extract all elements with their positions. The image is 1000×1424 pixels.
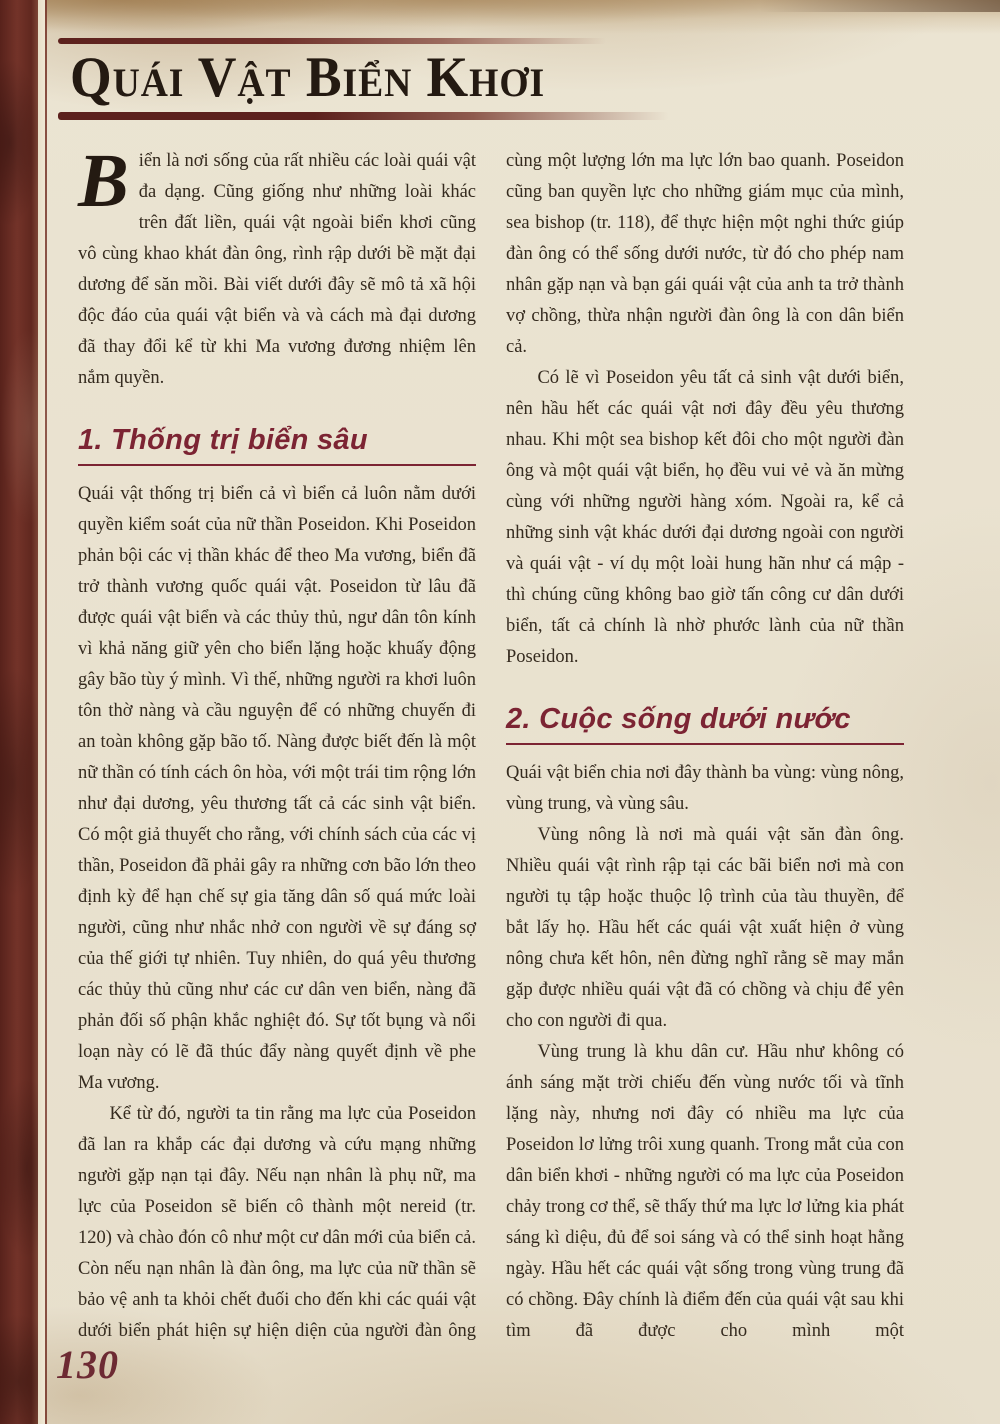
page-number: 130 <box>56 1342 119 1387</box>
title-rule-top <box>58 38 606 44</box>
left-spine-border <box>0 0 38 1424</box>
section-1-paragraph-1: Quái vật thống trị biển cả vì biển cả luôn nằm dưới quyền kiểm soát của nữ thần Poseidon. Khi Poseidon phản bội các vị thần khác để theo Ma vương, biển đã trở thành vương quốc quái vật. Poseidon từ lâu đã được quái vật biển và các thủy thủ, ngư dân tôn kính vì khả năng giữ yên cho biển lặng hoặc khuấy động gây bão tùy ý mình. Vì thế, những người ra khơi luôn tôn thờ nàng và cầu nguyện để có những chuyến đi an toàn không gặp bão tố. Nàng được biết đến là một nữ thần có tính cách ôn hòa, với một trái tim rộng lớn như đại dương, yêu thương tất cả các sinh vật biển. Có một giả thuyết cho rằng, với chính sách của các vị thần, Poseidon đã phải gây ra những cơn bão lớn theo định kỳ để hạn chế sự gia tăng dân số quá mức loài người, cũng như nhắc nhở con người về sự đáng sợ của thế giới tự nhiên. Tuy nhiên, do quá yêu thương các thủy thủ cũng như các cư dân ven biển, nàng đã phản đối số phận khắc nghiệt đó. Sự tốt bụng và nổi loạn này có lẽ đã thúc đẩy nàng quyết định về phe Ma vương. <box>78 483 476 1093</box>
intro-text: iển là nơi sống của rất nhiều các loài quái vật đa dạng. Cũng giống như những loài khác trên đất liền, quái vật ngoài biển khơi cũng vô cùng khao khát đàn ông, rình rập dưới bề mặt đại dương để săn mồi. Bài viết dưới đây sẽ mô tả xã hội độc đáo của quái vật biển và và cách mà đại dương đã thay đổi kể từ khi Ma vương đương nhiệm lên nắm quyền. <box>78 150 476 388</box>
spine-rule-line <box>45 0 47 1424</box>
section-2-paragraph-1: Quái vật biển chia nơi đây thành ba vùng: vùng nông, vùng trung, và vùng sâu. <box>506 762 904 814</box>
right-column <box>506 146 904 1347</box>
two-column-body <box>58 138 966 1347</box>
left-column <box>78 138 476 1347</box>
section-1-paragraph-2-right-part: cùng một lượng lớn ma lực lớn bao quanh. Poseidon cũng ban quyền lực cho những giám mục của mình, sea bishop (tr. 118), để thực hiện một nghi thức giúp đàn ông có thể sống dưới nước, từ đó cho phép nam nhân gặp nạn và bạn gái quái vật của anh ta trở thành vợ chồng, thừa nhận người đàn ông là con dân biển cả. <box>506 150 904 357</box>
title-rule-bottom <box>58 112 668 120</box>
section-1-paragraph-2-left-part: Kể từ đó, người ta tin rằng ma lực của Poseidon đã lan ra khắp các đại dương và cứu mạng những người gặp nạn tại đây. Nếu nạn nhân là phụ nữ, ma lực của Poseidon sẽ biến cô thành một nereid (tr. 120) và chào đón cô như một cư dân mới của biển cả. Còn nếu nạn nhân là đàn ông, ma lực của nữ thần sẽ bảo vệ anh ta khỏi chết đuối cho đến khi các quái vật dưới biển phát hiện sự hiện diện của người đàn ông <box>78 1103 476 1341</box>
page-content <box>58 38 966 1347</box>
section-1-paragraph-3: Có lẽ vì Poseidon yêu tất cả sinh vật dưới biển, nên hầu hết các quái vật nơi đây đều yêu thương nhau. Khi một sea bishop kết đôi cho một người đàn ông và một quái vật biển, họ đều vui vẻ và ăn mừng cùng với những người hàng xóm. Ngoài ra, kể cả những sinh vật khác dưới đại dương ngoài con người và quái vật - ví dụ một loài hung hãn như cá mập - thì chúng cũng không bao giờ tấn công cư dân dưới biển, tất cả chính là nhờ phước lành của nữ thần Poseidon. <box>506 367 904 667</box>
drop-cap: B <box>78 138 129 223</box>
spine-gap <box>38 0 45 1424</box>
intro-paragraph <box>78 138 476 394</box>
page-title: Quái Vật Biển Khơi <box>70 46 546 109</box>
section-2-heading: 2. Cuộc sống dưới nước <box>506 703 904 745</box>
aged-paper-top-stain <box>0 0 1000 34</box>
section-2-paragraph-2: Vùng nông là nơi mà quái vật săn đàn ông. Nhiều quái vật rình rập tại các bãi biển nơi mà con người tụ tập hoặc thuộc lộ trình của tàu thuyền, để bắt lấy họ. Hầu hết các quái vật xuất hiện ở vùng nông chưa kết hôn, nên đừng nghĩ rằng sẽ may mắn gặp được nhiều quái vật đã có chồng và chịu để yên cho con người đi qua. <box>506 824 904 1031</box>
section-1-heading: 1. Thống trị biển sâu <box>78 424 476 466</box>
top-right-edge-shadow <box>760 0 1000 12</box>
section-2-paragraph-3: Vùng trung là khu dân cư. Hầu như không có ánh sáng mặt trời chiếu đến vùng nước tối và tĩnh lặng này, nhưng nơi đây có nhiều ma lực của Poseidon lơ lửng trôi xung quanh. Trong mắt của con dân biển khơi - những người có ma lực của Poseidon chảy trong cơ thể, sẽ thấy thứ ma lực lơ lửng kia phát sáng kì diệu, đủ để soi sáng và có thể sinh hoạt hằng ngày. Hầu hết các quái vật sống trong vùng trung đã có chồng. Đây chính là điểm đến của quái vật sau khi tìm đã được cho mình một <box>506 1041 904 1341</box>
